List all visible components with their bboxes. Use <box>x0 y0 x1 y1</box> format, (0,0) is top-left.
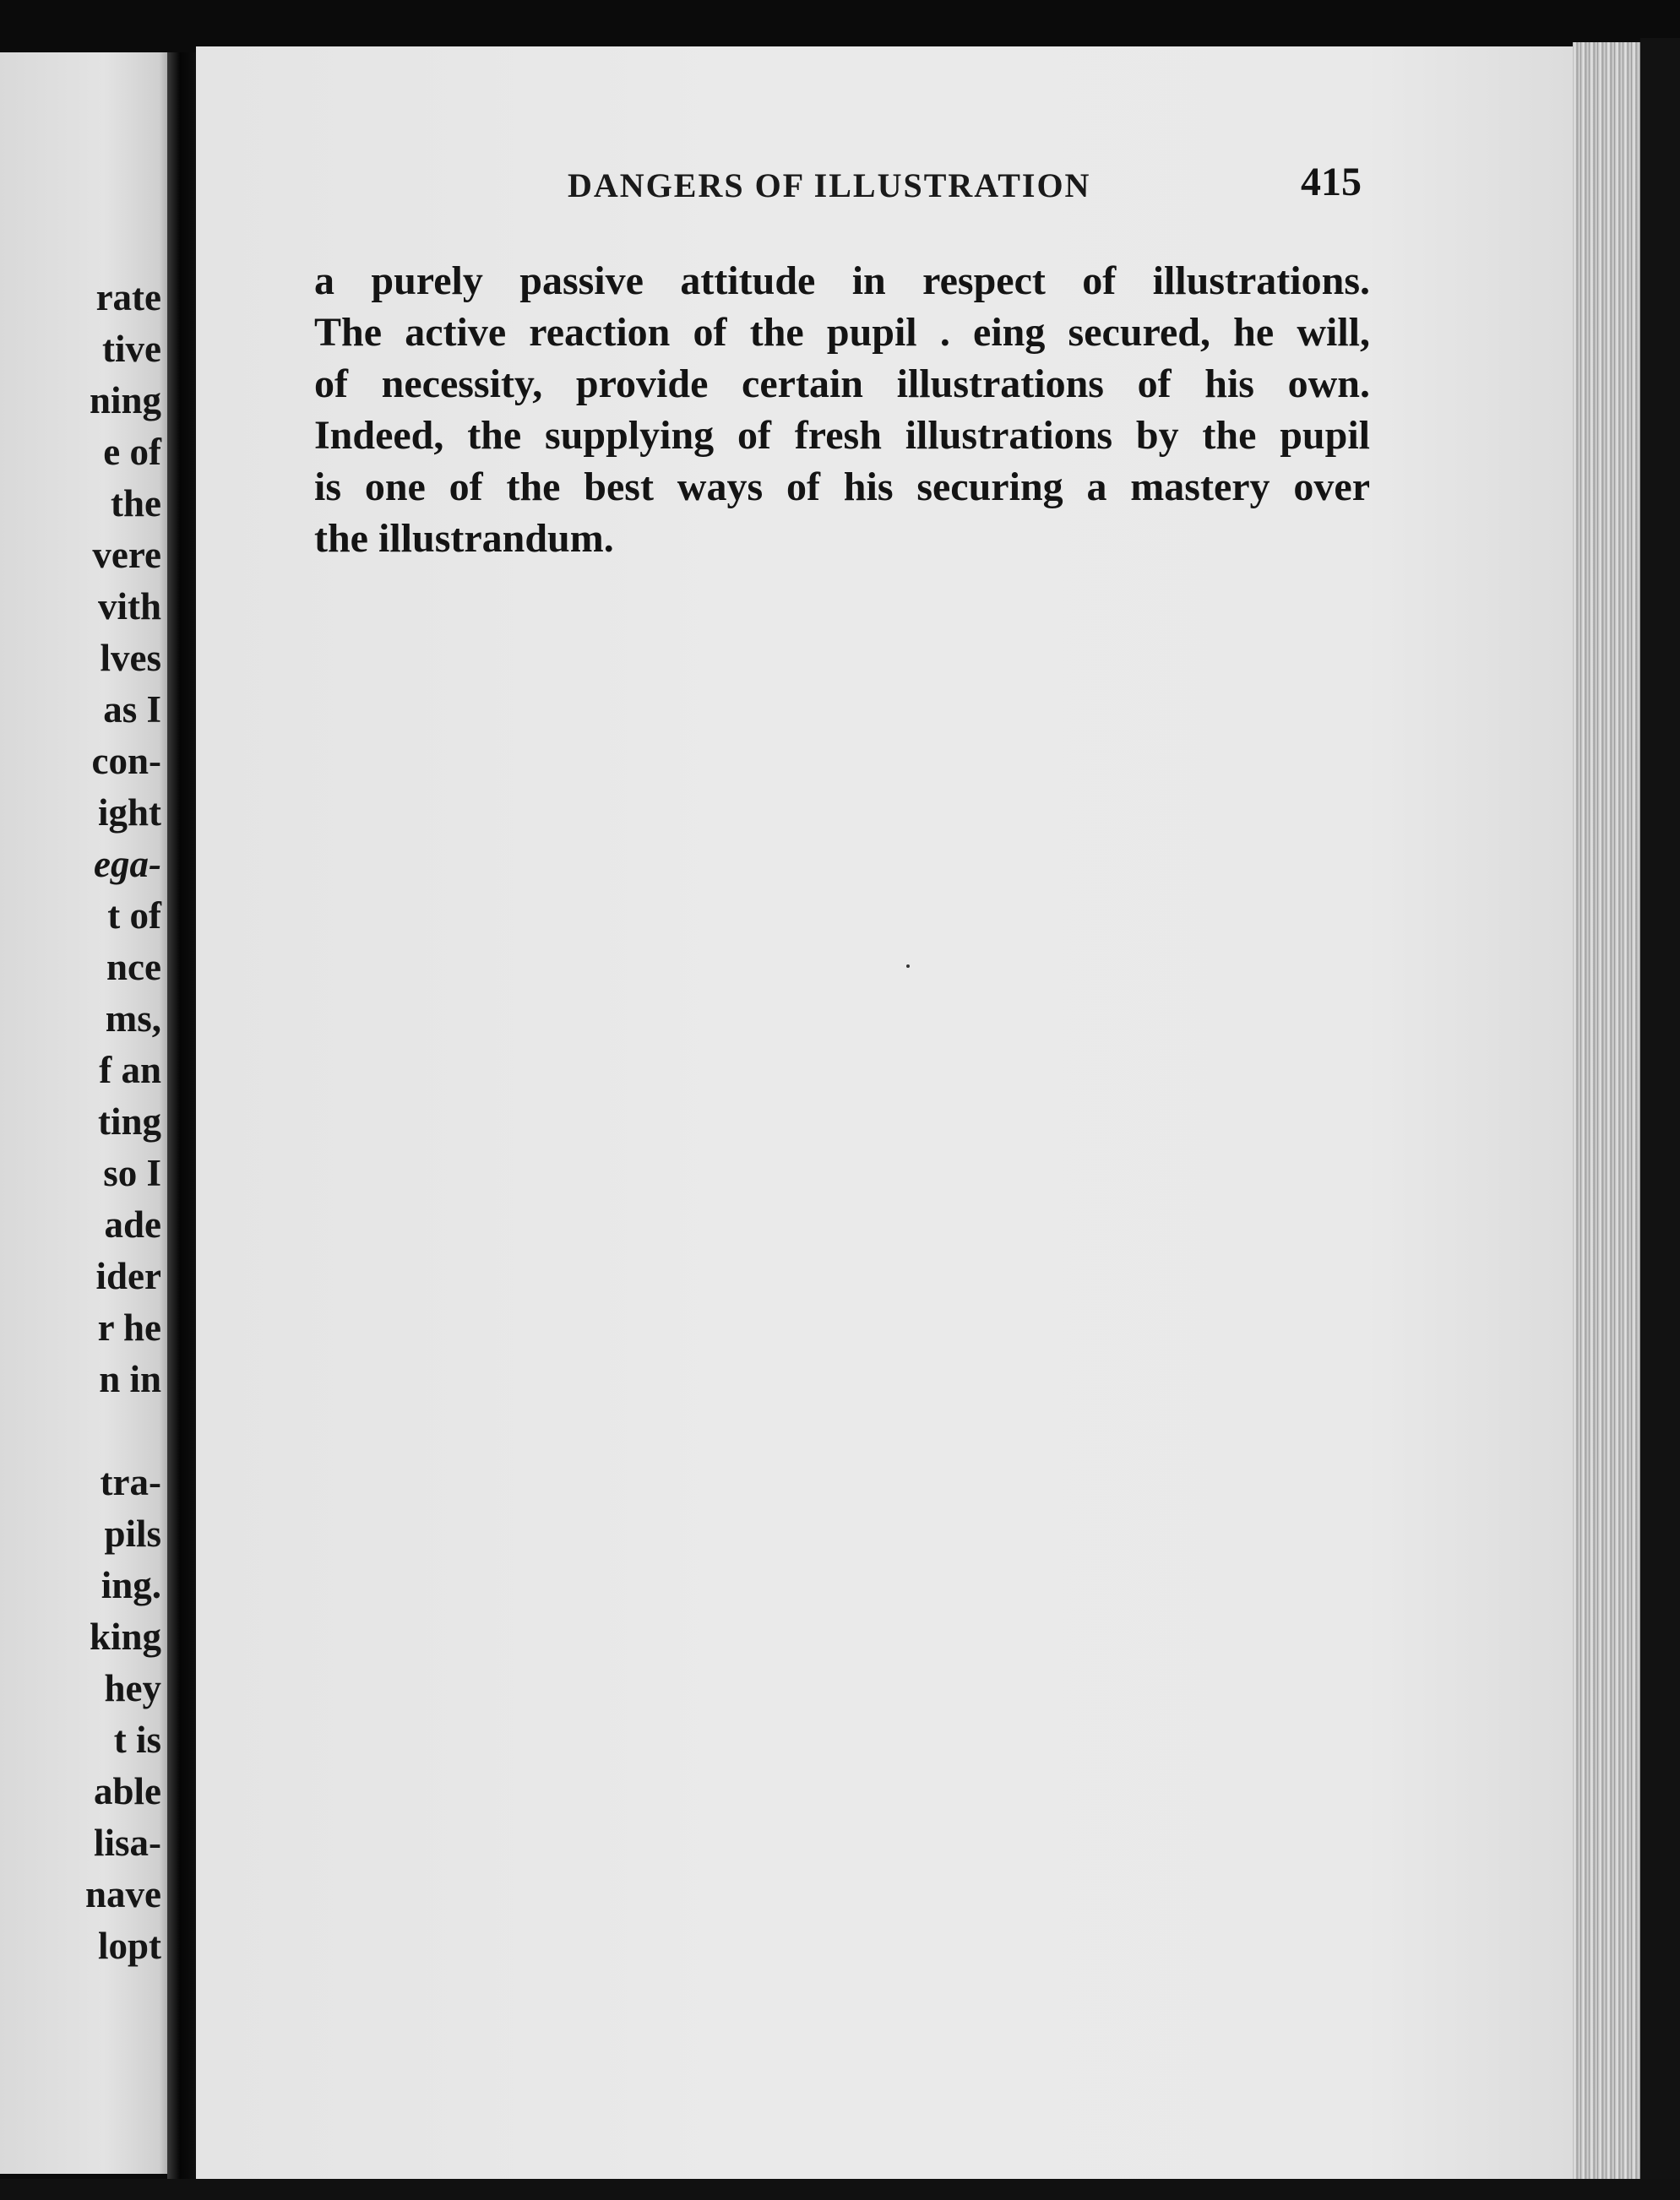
left-page-line: the <box>111 482 161 524</box>
left-page-line: e of <box>103 431 161 473</box>
body-line: Indeed, the supplying of fresh illustrations by the pupil <box>314 413 1370 458</box>
left-page-line: ade <box>104 1203 161 1246</box>
left-page-line: ega- <box>94 843 161 885</box>
left-page-line: ms, <box>105 997 161 1040</box>
book-gutter <box>167 52 199 2189</box>
body-paragraph <box>314 255 1370 564</box>
body-line: of necessity, provide certain illustrations of his own. <box>314 361 1370 406</box>
page-number: 415 <box>1301 160 1362 204</box>
left-page-line: lves <box>100 637 161 679</box>
left-page-line: n in <box>99 1358 161 1400</box>
left-page-line: able <box>93 1770 161 1812</box>
left-page-line: ning <box>89 379 161 421</box>
page-edges <box>1573 42 1640 2192</box>
running-head: DANGERS OF ILLUSTRATION <box>568 166 1091 204</box>
left-page-line: ting <box>97 1100 161 1143</box>
left-page-line: king <box>89 1616 161 1658</box>
previous-page <box>0 52 173 2174</box>
body-line: a purely passive attitude in respect of illustrations. <box>314 258 1370 303</box>
bottom-border <box>0 2179 1680 2200</box>
dust-speck <box>906 964 910 968</box>
left-page-line: lisa- <box>93 1822 161 1864</box>
left-page-line: t of <box>107 894 161 937</box>
left-page-line: lopt <box>97 1925 161 1967</box>
left-page-line: hey <box>104 1667 161 1709</box>
body-line: the illustrandum. <box>314 516 614 561</box>
book-edge-shadow <box>1640 38 1680 2200</box>
left-page-line: nave <box>85 1873 161 1915</box>
left-page-line: ider <box>95 1255 161 1297</box>
left-page-line: ing. <box>101 1564 161 1606</box>
body-line: is one of the best ways of his securing a mastery over <box>314 464 1370 509</box>
left-page-line: r he <box>97 1306 161 1349</box>
left-page-line: vith <box>97 585 161 627</box>
left-page-line: as I <box>103 688 161 731</box>
left-page-line: nce <box>106 946 161 988</box>
left-page-line: ight <box>97 791 161 834</box>
left-page-line: tra- <box>100 1461 161 1503</box>
left-page-line: f an <box>99 1049 161 1091</box>
left-page-line: vere <box>92 534 161 576</box>
left-page-line: so I <box>103 1152 161 1194</box>
left-page-line: pils <box>104 1513 161 1555</box>
left-page-line: con- <box>91 740 161 782</box>
left-page-line: tive <box>102 328 161 370</box>
left-page-line: rate <box>95 276 161 318</box>
left-page-line: t is <box>113 1719 161 1761</box>
body-line: The active reaction of the pupil . eing secured, he will, <box>314 310 1370 355</box>
